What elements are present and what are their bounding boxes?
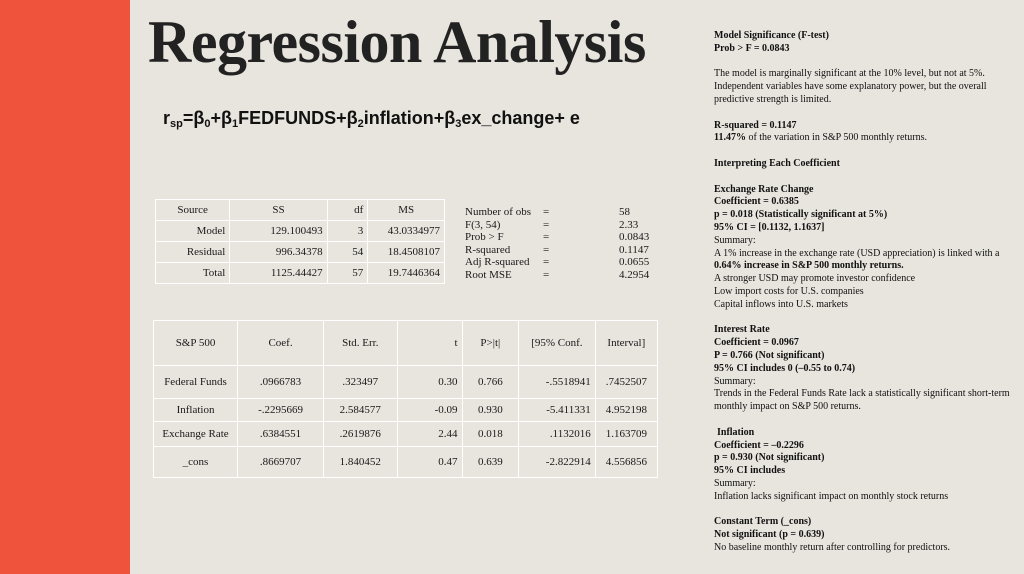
- coef-cell: .7452507: [595, 366, 657, 399]
- coef-cell: 4.952198: [595, 399, 657, 422]
- coef-header-cell: t: [397, 321, 462, 366]
- anova-cell: 54: [327, 242, 368, 263]
- body-text: Inflation lacks significant impact on monthly stock returns: [714, 490, 949, 502]
- anova-header-cell: Source: [156, 200, 230, 221]
- anova-header-cell: MS: [368, 200, 445, 221]
- stat-value: p = 0.930 (Not significant): [714, 452, 825, 464]
- anova-cell: 18.4508107: [368, 242, 445, 263]
- body-text: A stronger USD may promote investor confidence: [714, 273, 916, 285]
- coef-header-row: [154, 321, 658, 366]
- anova-cell: 129.100493: [230, 221, 327, 242]
- stat-row: F(3, 54) = 2.33: [465, 218, 639, 231]
- coef-cell: .1132016: [519, 422, 596, 447]
- coef-cell: .0966783: [238, 366, 324, 399]
- anova-cell: 996.34378: [230, 242, 327, 263]
- table-row: [156, 221, 445, 242]
- stat-value: 95% CI includes: [714, 465, 786, 477]
- accent-sidebar-bar: [0, 0, 130, 574]
- stat-row: Adj R-squared = 0.0655: [465, 256, 650, 269]
- coef-cell: Federal Funds: [154, 366, 238, 399]
- table-row: [156, 242, 445, 263]
- body-text: The model is marginally significant at the 10% level, but not at 5%. Independent variables have some explanatory power, but the overall predictive strength is limited.: [714, 68, 987, 105]
- coef-header-cell: [95% Conf.: [519, 321, 596, 366]
- coef-cell: 2.584577: [324, 399, 398, 422]
- coef-cell: .6384551: [238, 422, 324, 447]
- table-row: [154, 399, 658, 422]
- stat-value: Prob > F = 0.0843: [714, 42, 790, 54]
- anova-table: [155, 199, 445, 284]
- coef-cell: 4.556856: [595, 447, 657, 478]
- coef-cell: 0.018: [462, 422, 519, 447]
- anova-cell: Residual: [156, 242, 230, 263]
- body-text: Low import costs for U.S. companies: [714, 285, 864, 297]
- stat-row: R-squared = 0.1147: [465, 243, 649, 256]
- regression-formula: $r_{sp}=\beta_0+\beta_1FEDFUNDS+\beta_2inflation+\beta_3ex\_change+ e$: [163, 108, 580, 130]
- coef-cell: Exchange Rate: [154, 422, 238, 447]
- coef-cell: 0.30: [397, 366, 462, 399]
- stat-row: Root MSE = 4.2954: [465, 268, 650, 281]
- section-heading: R-squared = 0.1147: [714, 119, 797, 131]
- body-text: No baseline monthly return after controlling for predictors.: [714, 541, 951, 553]
- stat-value: P = 0.766 (Not significant): [714, 349, 825, 361]
- interpretation-notes: [714, 30, 1014, 555]
- body-text: Capital inflows into U.S. markets: [714, 298, 848, 310]
- slide-title: Regression Analysis: [148, 9, 646, 75]
- stat-value: Coefficient = 0.6385: [714, 196, 799, 208]
- section-heading: Model Significance (F-test): [714, 30, 829, 41]
- coef-cell: _cons: [154, 447, 238, 478]
- coef-cell: .2619876: [324, 422, 398, 447]
- section-heading: Interpreting Each Coefficient: [714, 157, 840, 169]
- stat-value: 95% CI = [0.1132, 1.1637]: [714, 221, 825, 233]
- coef-cell: 0.930: [462, 399, 519, 422]
- body-text: A 1% increase in the exchange rate (USD appreciation) is linked with a 0.64% increase in S&P 500 monthly returns.: [714, 247, 1000, 272]
- table-row: [156, 263, 445, 284]
- stat-value: Coefficient = 0.0967: [714, 337, 799, 349]
- anova-cell: 3: [327, 221, 368, 242]
- section-heading: Exchange Rate Change: [714, 183, 814, 195]
- body-text: Trends in the Federal Funds Rate lack a statistically significant short-term monthly impact on S&P 500 returns.: [714, 388, 1010, 413]
- section-heading: Interest Rate: [714, 324, 770, 336]
- stat-row: Number of obs = 58: [465, 206, 630, 218]
- coef-cell: Inflation: [154, 399, 238, 422]
- coef-cell: 1.163709: [595, 422, 657, 447]
- coefficient-table: [153, 320, 658, 478]
- table-row: [154, 422, 658, 447]
- model-stats-block: [465, 206, 659, 282]
- coef-cell: 0.766: [462, 366, 519, 399]
- coef-cell: -.2295669: [238, 399, 324, 422]
- anova-cell: Total: [156, 263, 230, 284]
- anova-cell: 57: [327, 263, 368, 284]
- coef-cell: 0.639: [462, 447, 519, 478]
- stat-row: Prob > F = 0.0843: [465, 231, 650, 244]
- coef-cell: .8669707: [238, 447, 324, 478]
- stat-value: 95% CI includes 0 (–0.55 to 0.74): [714, 362, 856, 374]
- table-row: [154, 447, 658, 478]
- coef-cell: -.5518941: [519, 366, 596, 399]
- coef-cell: .323497: [324, 366, 398, 399]
- section-heading: Constant Term (_cons): [714, 516, 812, 528]
- coef-cell: -0.09: [397, 399, 462, 422]
- section-heading: Inflation: [717, 426, 755, 438]
- coef-header-cell: Std. Err.: [324, 321, 398, 366]
- coef-header-cell: P>|t|: [462, 321, 519, 366]
- table-row: [154, 366, 658, 399]
- anova-header-row: [156, 200, 445, 221]
- body-text: Summary:: [714, 477, 756, 489]
- anova-header-cell: df: [327, 200, 368, 221]
- anova-cell: 19.7446364: [368, 263, 445, 284]
- coef-cell: 2.44: [397, 422, 462, 447]
- body-text: 11.47% of the variation in S&P 500 monthly returns.: [714, 132, 927, 144]
- coef-header-cell: S&P 500: [154, 321, 238, 366]
- coef-header-cell: Interval]: [595, 321, 657, 366]
- coef-header-cell: Coef.: [238, 321, 324, 366]
- coef-cell: -2.822914: [519, 447, 596, 478]
- stat-value: Not significant (p = 0.639): [714, 529, 825, 541]
- coef-cell: -5.411331: [519, 399, 596, 422]
- anova-cell: 43.0334977: [368, 221, 445, 242]
- stat-value: Coefficient = –0.2296: [714, 439, 804, 451]
- anova-cell: 1125.44427: [230, 263, 327, 284]
- anova-cell: Model: [156, 221, 230, 242]
- stat-value: p = 0.018 (Statistically significant at 5%): [714, 209, 888, 221]
- coef-cell: 0.47: [397, 447, 462, 478]
- body-text: Summary:: [714, 375, 756, 387]
- body-text: Summary:: [714, 234, 756, 246]
- anova-header-cell: SS: [230, 200, 327, 221]
- coef-cell: 1.840452: [324, 447, 398, 478]
